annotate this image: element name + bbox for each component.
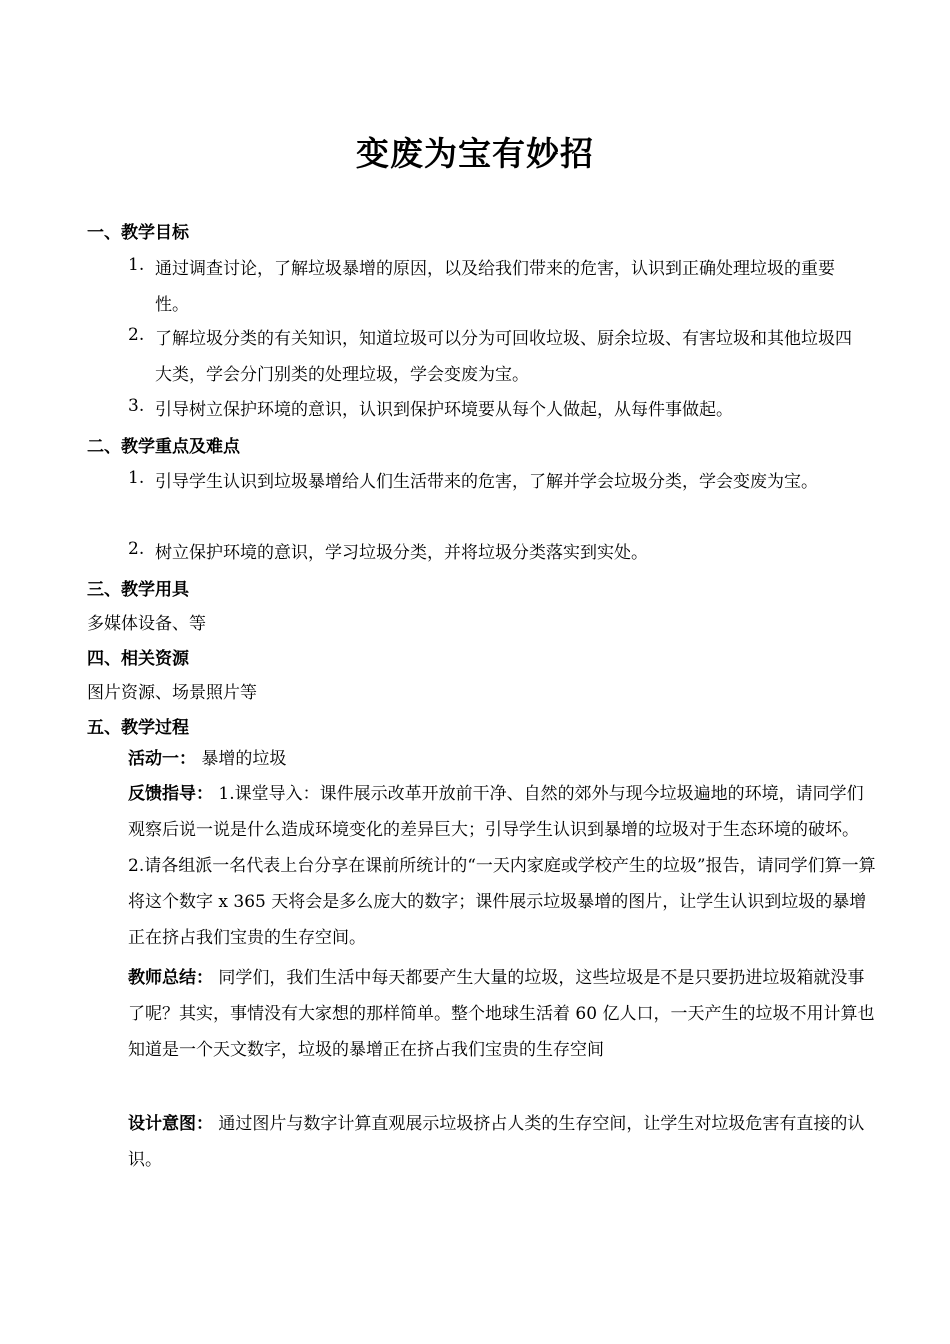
activity-text: 暴增的垃圾	[196, 749, 287, 769]
list-number: 1.	[128, 468, 145, 488]
list-item	[128, 464, 868, 500]
document-title: 变废为宝有妙招	[356, 134, 594, 173]
design-text: 通过图片与数字计算直观展示垃圾挤占人类的生存空间，让学生对垃圾危害有直接的认识。	[128, 1114, 865, 1170]
summary-label: 教师总结：	[128, 968, 213, 988]
list-item	[128, 535, 868, 571]
feedback-paragraph	[128, 776, 878, 956]
section-body-tools: 多媒体设备、等	[87, 614, 206, 634]
feedback-text: 1.课堂导入：课件展示改革开放前干净、自然的郊外与现今垃圾遍地的环境，请同学们观察后说一说是什么造成环境变化的差异巨大；引导学生认识到暴增的垃圾对于生态环境的破坏。 2.请各组派一名代表上台分享在课前所统计的“一天内家庭或学校产生的垃圾”报告，请同学们算一算将这个数字 x 365 天将会是多么庞大的数字；课件展示垃圾暴增的图片，让学生认识到垃圾的暴增正在挤占我们宝贵的生存空间。	[128, 784, 876, 948]
list-text: 引导学生认识到垃圾暴增给人们生活带来的危害，了解并学会垃圾分类，学会变废为宝。	[155, 472, 818, 492]
section-heading-tools: 三、教学用具	[87, 580, 189, 600]
list-text: 了解垃圾分类的有关知识，知道垃圾可以分为可回收垃圾、厨余垃圾、有害垃圾和其他垃圾四大类，学会分门别类的处理垃圾，学会变废为宝。	[155, 329, 852, 385]
list-number: 2.	[128, 325, 145, 345]
section-heading-process: 五、教学过程	[87, 718, 189, 738]
list-number: 1.	[128, 255, 145, 275]
list-text: 通过调查讨论，了解垃圾暴增的原因，以及给我们带来的危害，认识到正确处理垃圾的重要性。	[155, 259, 835, 315]
list-text: 树立保护环境的意识，学习垃圾分类，并将垃圾分类落实到实处。	[155, 543, 648, 563]
list-text: 引导树立保护环境的意识，认识到保护环境要从每个人做起，从每件事做起。	[155, 400, 733, 420]
section-heading-resources: 四、相关资源	[87, 649, 189, 669]
summary-paragraph	[128, 960, 878, 1068]
section-heading-key-points: 二、教学重点及难点	[87, 437, 240, 457]
feedback-label: 反馈指导：	[128, 784, 213, 804]
section-heading-objectives: 一、教学目标	[87, 223, 189, 243]
section-body-resources: 图片资源、场景照片等	[87, 683, 257, 703]
activity-label: 活动一：	[128, 749, 196, 769]
list-item	[128, 251, 868, 323]
design-paragraph	[128, 1106, 878, 1178]
list-number: 2.	[128, 539, 145, 559]
list-item	[128, 392, 868, 428]
list-number: 3.	[128, 396, 145, 416]
summary-text: 同学们，我们生活中每天都要产生大量的垃圾，这些垃圾是不是只要扔进垃圾箱就没事了呢？其实，事情没有大家想的那样简单。整个地球生活着 60 亿人口，一天产生的垃圾不用计算也知道是一个天文数字，垃圾的暴增正在挤占我们宝贵的生存空间	[128, 968, 875, 1060]
list-item	[128, 321, 868, 393]
design-label: 设计意图：	[128, 1114, 213, 1134]
activity-line	[128, 741, 878, 777]
